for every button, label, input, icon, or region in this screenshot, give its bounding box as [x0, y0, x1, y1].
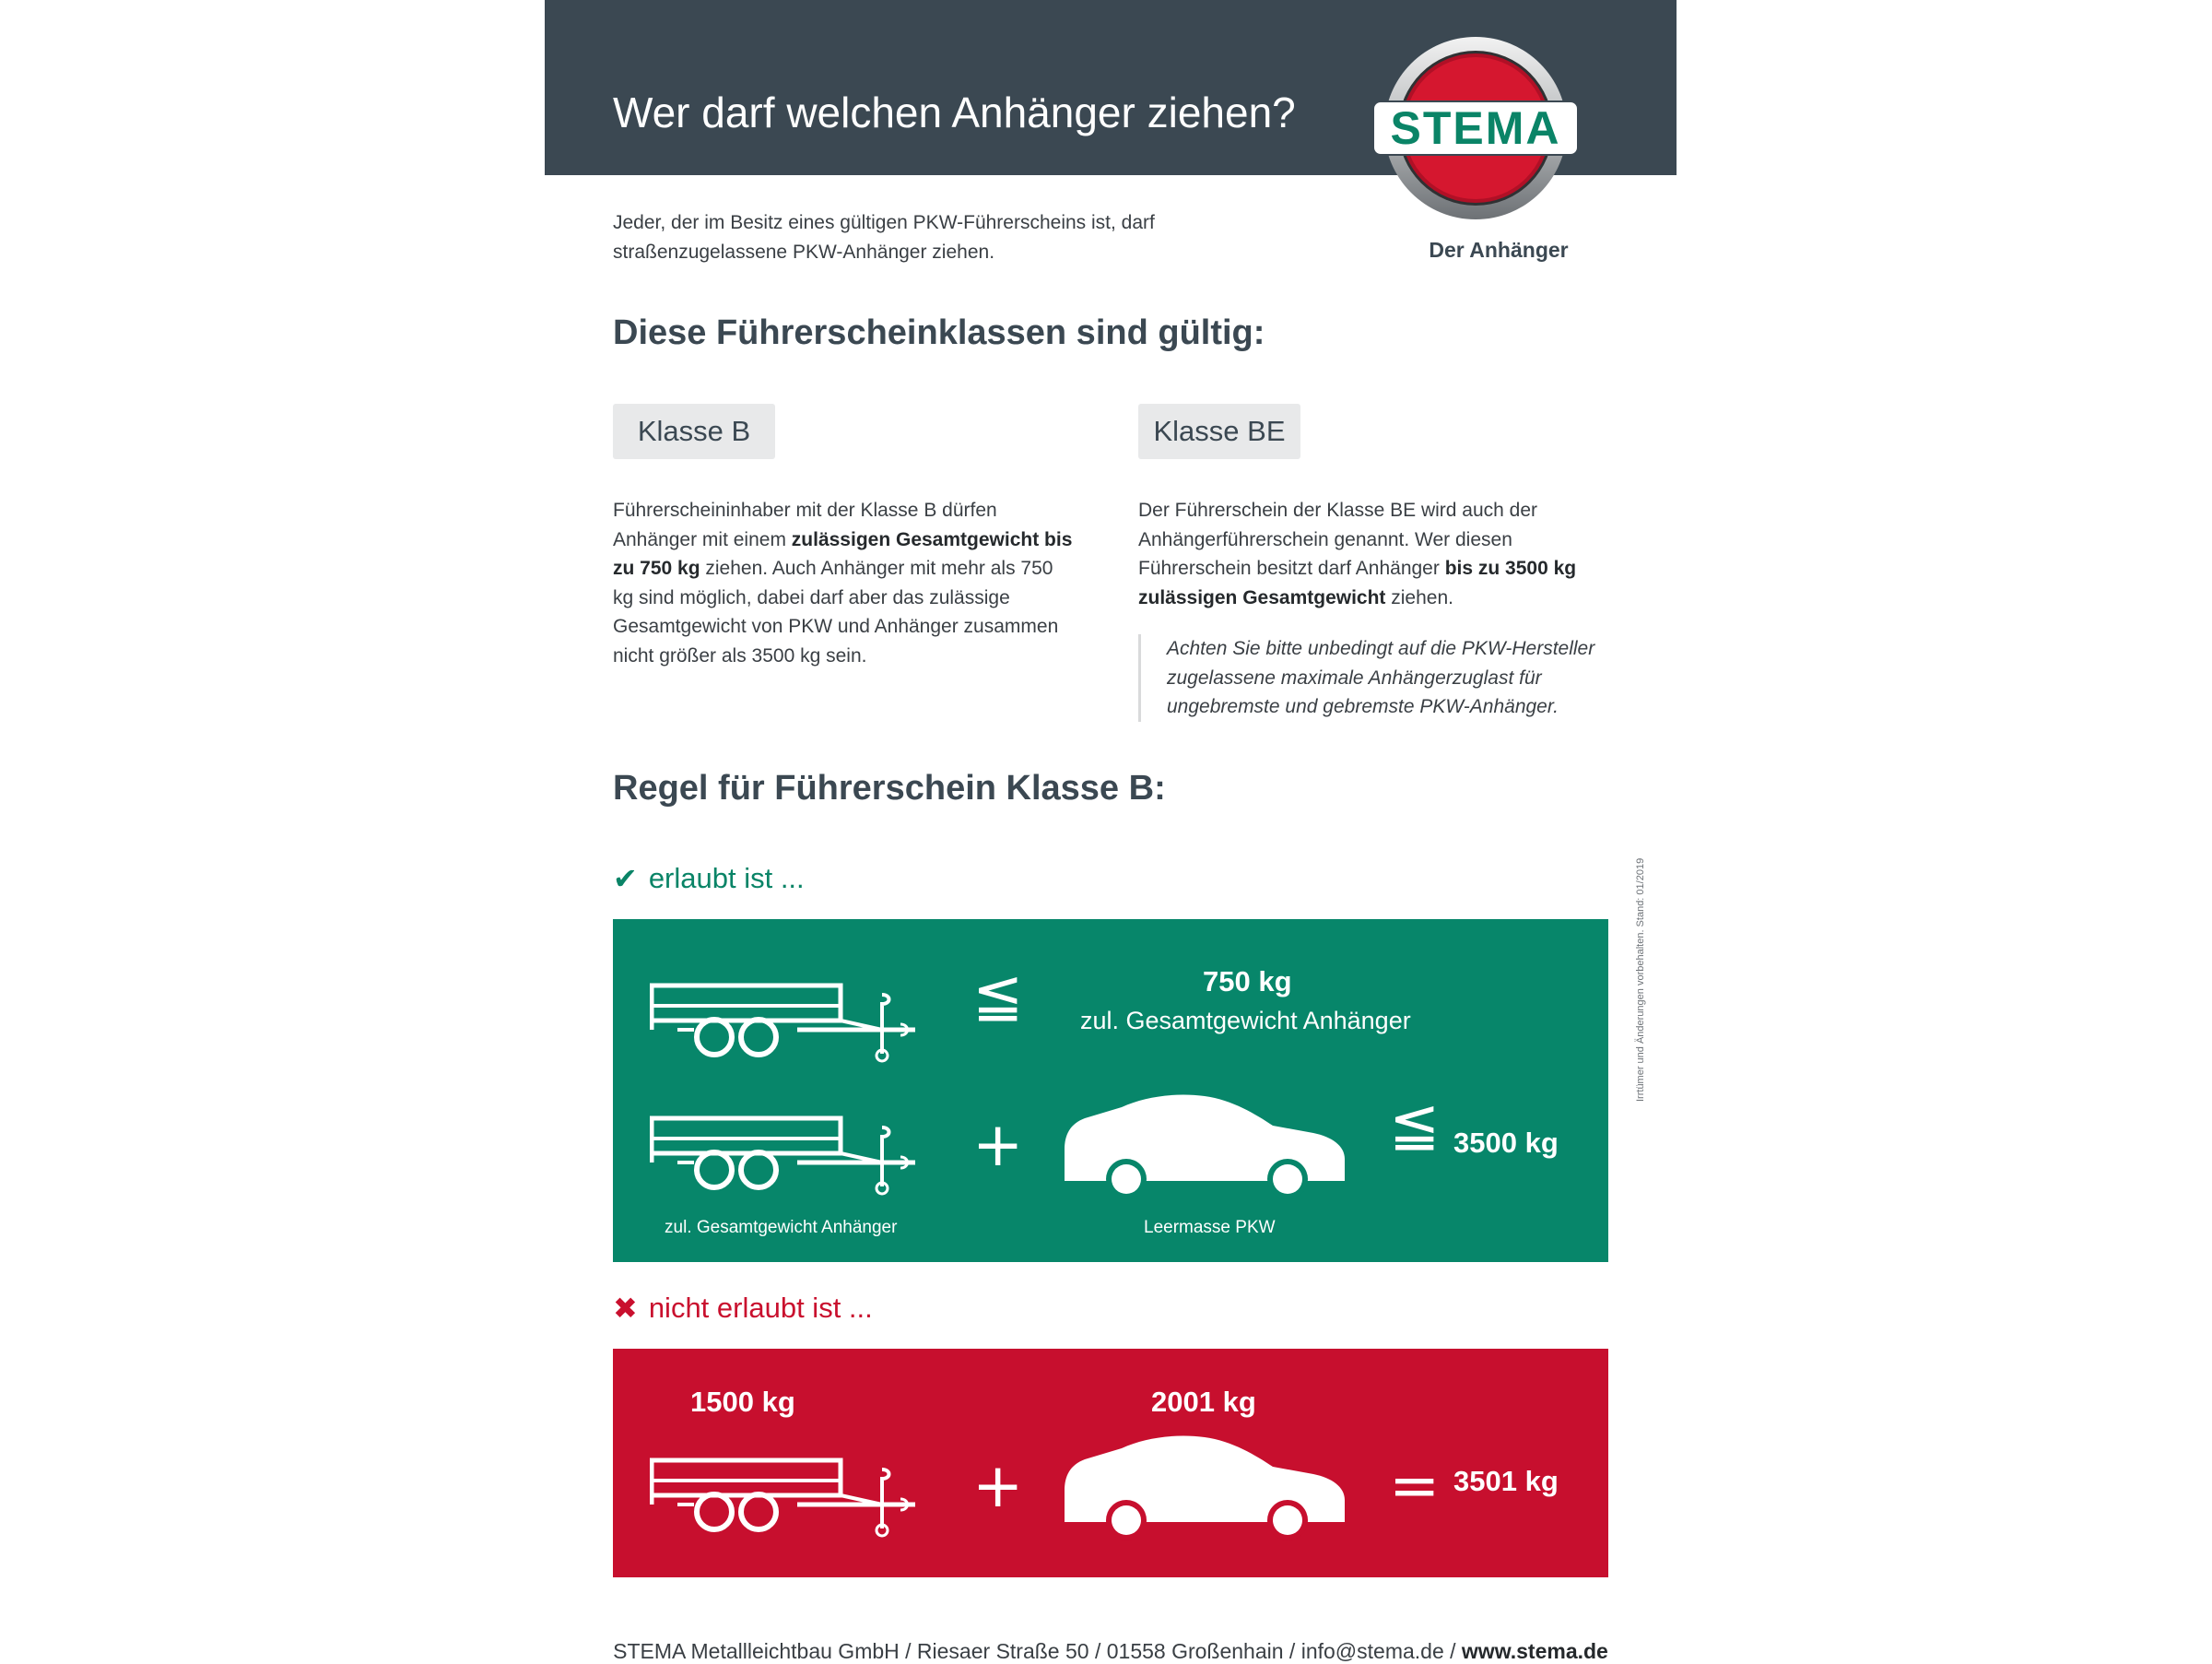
class-be-text-bold: bis zu 3500 kg zulässigen Gesamtgewicht	[1138, 558, 1577, 608]
class-b-description	[613, 496, 1074, 670]
logo-text: STEMA	[1390, 102, 1561, 154]
stema-logo	[1370, 31, 1582, 225]
logo-subtitle: Der Anhänger	[1429, 238, 1569, 262]
page-title: Wer darf welchen Anhänger ziehen?	[613, 88, 1296, 136]
row1-weight: 750 kg	[1203, 965, 1292, 997]
row2-total: 3500 kg	[1453, 1127, 1559, 1159]
check-icon: ✔	[613, 862, 638, 895]
class-be-text-1: Der Führerschein der Klasse BE wird auch der Anhängerführerschein genannt. Wer diesen Führerschein besitzt darf Anhänger	[1138, 500, 1538, 579]
footer-website-link[interactable]: www.stema.de	[1461, 1639, 1608, 1663]
trailer-icon	[650, 1457, 926, 1540]
allowed-panel	[613, 919, 1608, 1262]
equals-symbol: =	[1389, 1450, 1441, 1521]
less-equal-symbol: ≦	[972, 960, 1024, 1031]
trailer-icon	[650, 982, 926, 1065]
less-equal-symbol: ≦	[1389, 1089, 1441, 1160]
section-heading-rule: Regel für Führerschein Klasse B:	[613, 769, 1166, 808]
class-b-text-bold: zulässigen Gesamtgewicht bis zu 750 kg	[613, 528, 1073, 579]
denied-label	[613, 1291, 873, 1326]
car-icon	[1057, 1089, 1352, 1199]
allowed-label	[613, 861, 805, 896]
trailer-icon	[650, 1115, 926, 1198]
footer	[545, 1639, 1677, 1664]
plus-symbol: +	[972, 1109, 1024, 1180]
class-b-text-1: Führerscheininhaber mit der Klasse B dürfen Anhänger mit einem	[613, 500, 997, 550]
class-be-text-2: ziehen.	[1385, 586, 1453, 608]
disclaimer-note: Irrtümer und Änderungen vorbehalten. Stand: 01/2019	[1635, 857, 1646, 1102]
denied-total: 3501 kg	[1453, 1465, 1559, 1497]
class-be-note: Achten Sie bitte unbedingt auf die PKW-Hersteller zugelassene maximale Anhängerzuglast für ungebremste und gebremste PKW-Anhänger.	[1138, 634, 1637, 722]
allowed-label-text: erlaubt ist ...	[648, 862, 805, 894]
intro-text: Jeder, der im Besitz eines gültigen PKW-Führerscheins ist, darf straßenzugelassene PKW-Anhänger ziehen.	[613, 212, 1155, 263]
denied-car-weight: 2001 kg	[1151, 1386, 1256, 1418]
row1-caption: zul. Gesamtgewicht Anhänger	[1080, 1007, 1411, 1034]
flyer-sheet	[545, 0, 1677, 1663]
section-heading-classes: Diese Führerscheinklassen sind gültig:	[613, 313, 1265, 352]
class-b-tag: Klasse B	[613, 404, 775, 459]
denied-trailer-weight: 1500 kg	[690, 1386, 795, 1418]
class-be-tag: Klasse BE	[1138, 404, 1300, 459]
class-be-description	[1138, 496, 1608, 612]
footer-address: STEMA Metallleichtbau GmbH / Riesaer Straße 50 / 01558 Großenhain / info@stema.de /	[613, 1639, 1462, 1663]
car-icon	[1057, 1430, 1352, 1540]
caption-trailer: zul. Gesamtgewicht Anhänger	[665, 1218, 898, 1237]
denied-label-text: nicht erlaubt ist ...	[648, 1292, 873, 1324]
plus-symbol: +	[972, 1450, 1024, 1521]
caption-car: Leermasse PKW	[1144, 1218, 1276, 1237]
denied-panel	[613, 1349, 1608, 1577]
class-b-text-2: ziehen. Auch Anhänger mit mehr als 750 kg sind möglich, dabei darf aber das zulässige Gesamtgewicht von PKW und Anhänger zusammen nicht größer als 3500 kg sein.	[613, 558, 1059, 667]
cross-icon: ✖	[613, 1292, 638, 1325]
